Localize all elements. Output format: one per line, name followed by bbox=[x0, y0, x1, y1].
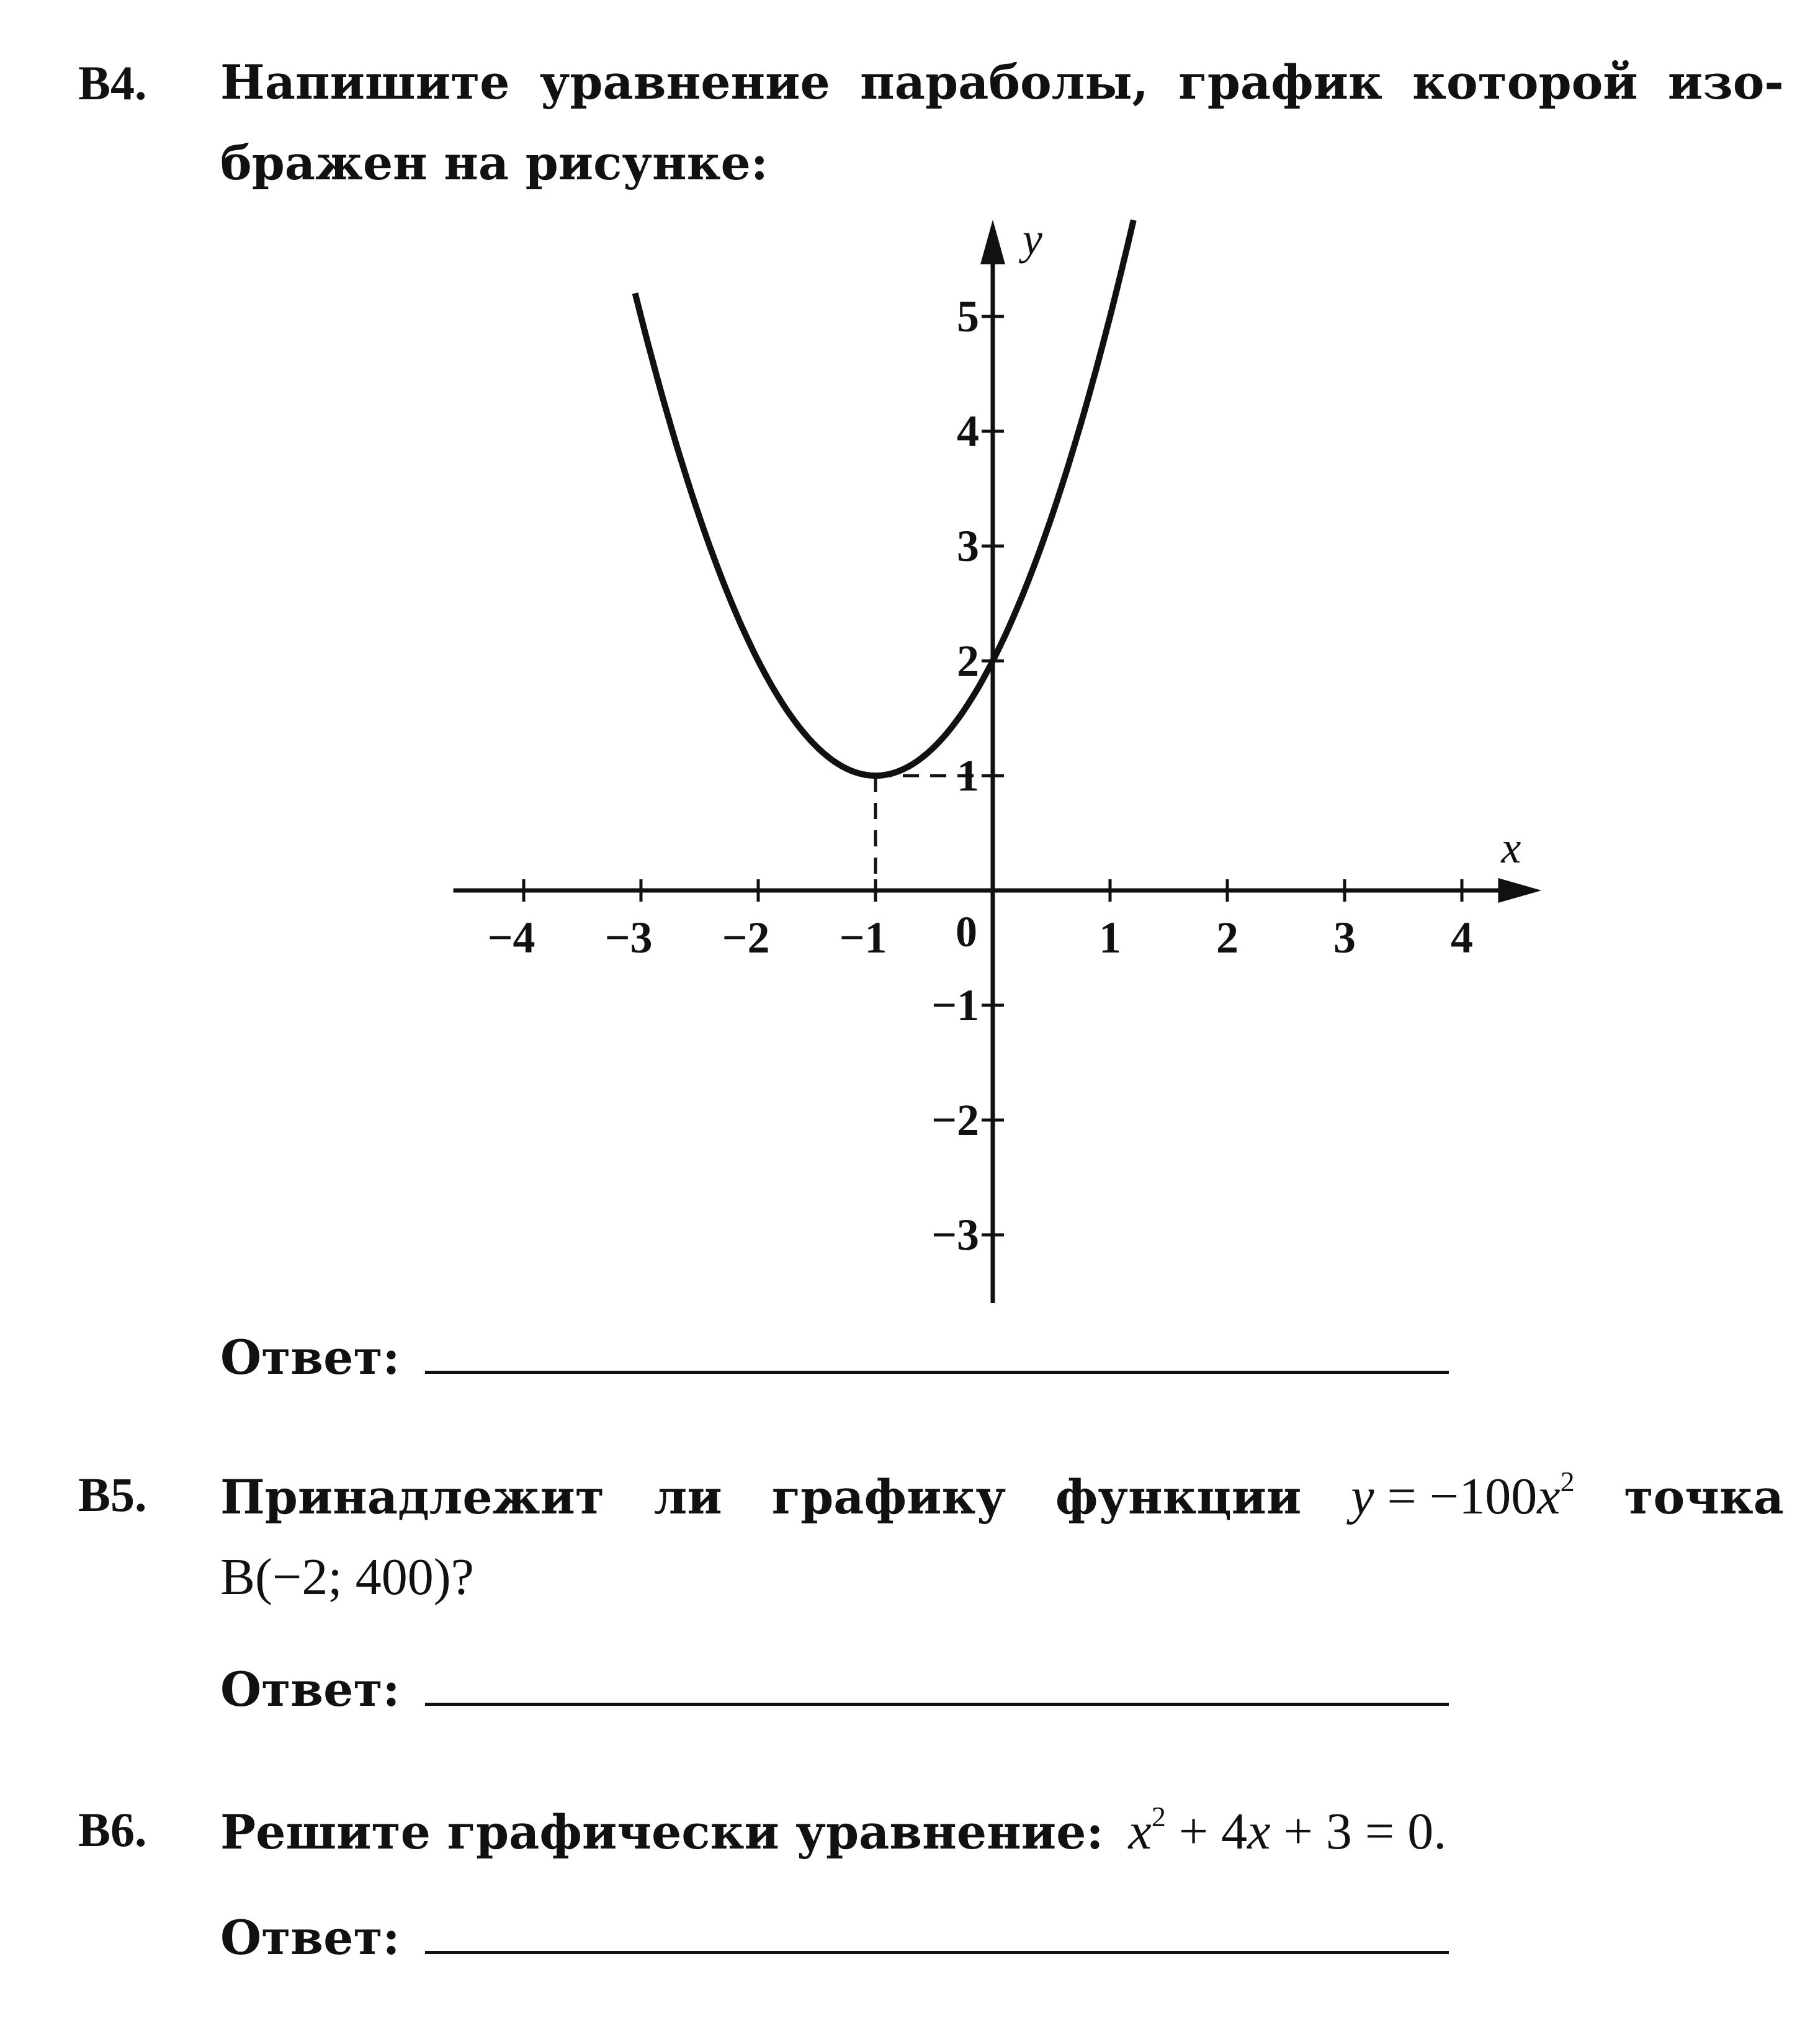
word: ли bbox=[653, 1469, 722, 1525]
formula-x: x bbox=[1537, 1468, 1561, 1525]
answer-label: Ответ: bbox=[220, 1910, 400, 1965]
equation-x: x bbox=[1128, 1803, 1152, 1860]
task-b5-number: B5. bbox=[78, 1468, 147, 1522]
word: график bbox=[1178, 55, 1382, 110]
task-b5-line-1 bbox=[220, 1466, 1784, 1525]
x-tick-label: 2 bbox=[1216, 913, 1238, 962]
origin-label: 0 bbox=[956, 908, 977, 956]
y-tick-label: 4 bbox=[957, 406, 979, 456]
word: графику bbox=[771, 1469, 1006, 1525]
x-axis-arrow bbox=[1498, 878, 1541, 903]
task-b5-line-2: B(−2; 400)? bbox=[220, 1548, 474, 1606]
word: Напишите bbox=[220, 55, 510, 110]
answer-field[interactable] bbox=[425, 1920, 1449, 1954]
task-b6-line-1 bbox=[220, 1801, 1447, 1860]
task-b5-answer bbox=[220, 1662, 1449, 1717]
task-b4-number: B4. bbox=[78, 56, 147, 110]
y-tick-label: 1 bbox=[957, 751, 979, 800]
equation-exponent: 2 bbox=[1151, 1801, 1166, 1832]
answer-field[interactable] bbox=[425, 1672, 1449, 1706]
y-axis-arrow bbox=[980, 220, 1005, 264]
equation-part: + 4 bbox=[1165, 1803, 1248, 1860]
task-b6-number: B6. bbox=[78, 1803, 147, 1857]
word: функции bbox=[1055, 1469, 1302, 1525]
answer-field[interactable] bbox=[425, 1340, 1449, 1374]
word: уравнение bbox=[539, 55, 830, 110]
word: точка bbox=[1624, 1469, 1784, 1525]
x-tick-label: 1 bbox=[1099, 913, 1121, 962]
word: Принадлежит bbox=[220, 1469, 604, 1525]
answer-label: Ответ: bbox=[220, 1330, 400, 1385]
parabola-curve bbox=[635, 220, 1134, 776]
y-tick-label: 5 bbox=[957, 292, 979, 341]
word: параболы, bbox=[860, 55, 1149, 110]
task-b4-answer bbox=[220, 1330, 1449, 1385]
y-tick-label: −1 bbox=[931, 980, 979, 1030]
axes bbox=[454, 220, 1542, 1303]
y-tick-label: −3 bbox=[931, 1210, 979, 1260]
formula bbox=[1351, 1466, 1575, 1525]
x-tick-label: −3 bbox=[604, 913, 653, 962]
formula-eq: = −100 bbox=[1374, 1468, 1538, 1525]
tick-labels bbox=[487, 292, 1473, 1260]
x-tick-label: 4 bbox=[1451, 913, 1473, 962]
word: изо- bbox=[1667, 55, 1784, 110]
task-b6-answer bbox=[220, 1910, 1449, 1965]
formula-exponent: 2 bbox=[1560, 1466, 1575, 1497]
equation-part: + 3 = 0. bbox=[1270, 1803, 1447, 1860]
equation-x: x bbox=[1247, 1803, 1271, 1860]
x-tick-label: −2 bbox=[722, 913, 770, 962]
task-b4-line-2: бражен на рисунке: bbox=[220, 135, 768, 191]
y-axis-label: y bbox=[1023, 214, 1042, 264]
x-axis-label: x bbox=[1501, 823, 1521, 872]
word: которой bbox=[1412, 55, 1638, 110]
y-tick-label: 2 bbox=[957, 636, 979, 686]
y-tick-label: −2 bbox=[931, 1095, 979, 1145]
x-tick-label: −1 bbox=[839, 913, 887, 962]
task-b6-text: Решите графически уравнение: bbox=[220, 1804, 1104, 1860]
x-tick-label: 3 bbox=[1333, 913, 1356, 962]
equation bbox=[1128, 1801, 1447, 1860]
answer-label: Ответ: bbox=[220, 1662, 400, 1717]
y-tick-label: 3 bbox=[957, 521, 979, 571]
formula-y: y bbox=[1351, 1468, 1374, 1525]
x-tick-label: −4 bbox=[487, 913, 535, 962]
